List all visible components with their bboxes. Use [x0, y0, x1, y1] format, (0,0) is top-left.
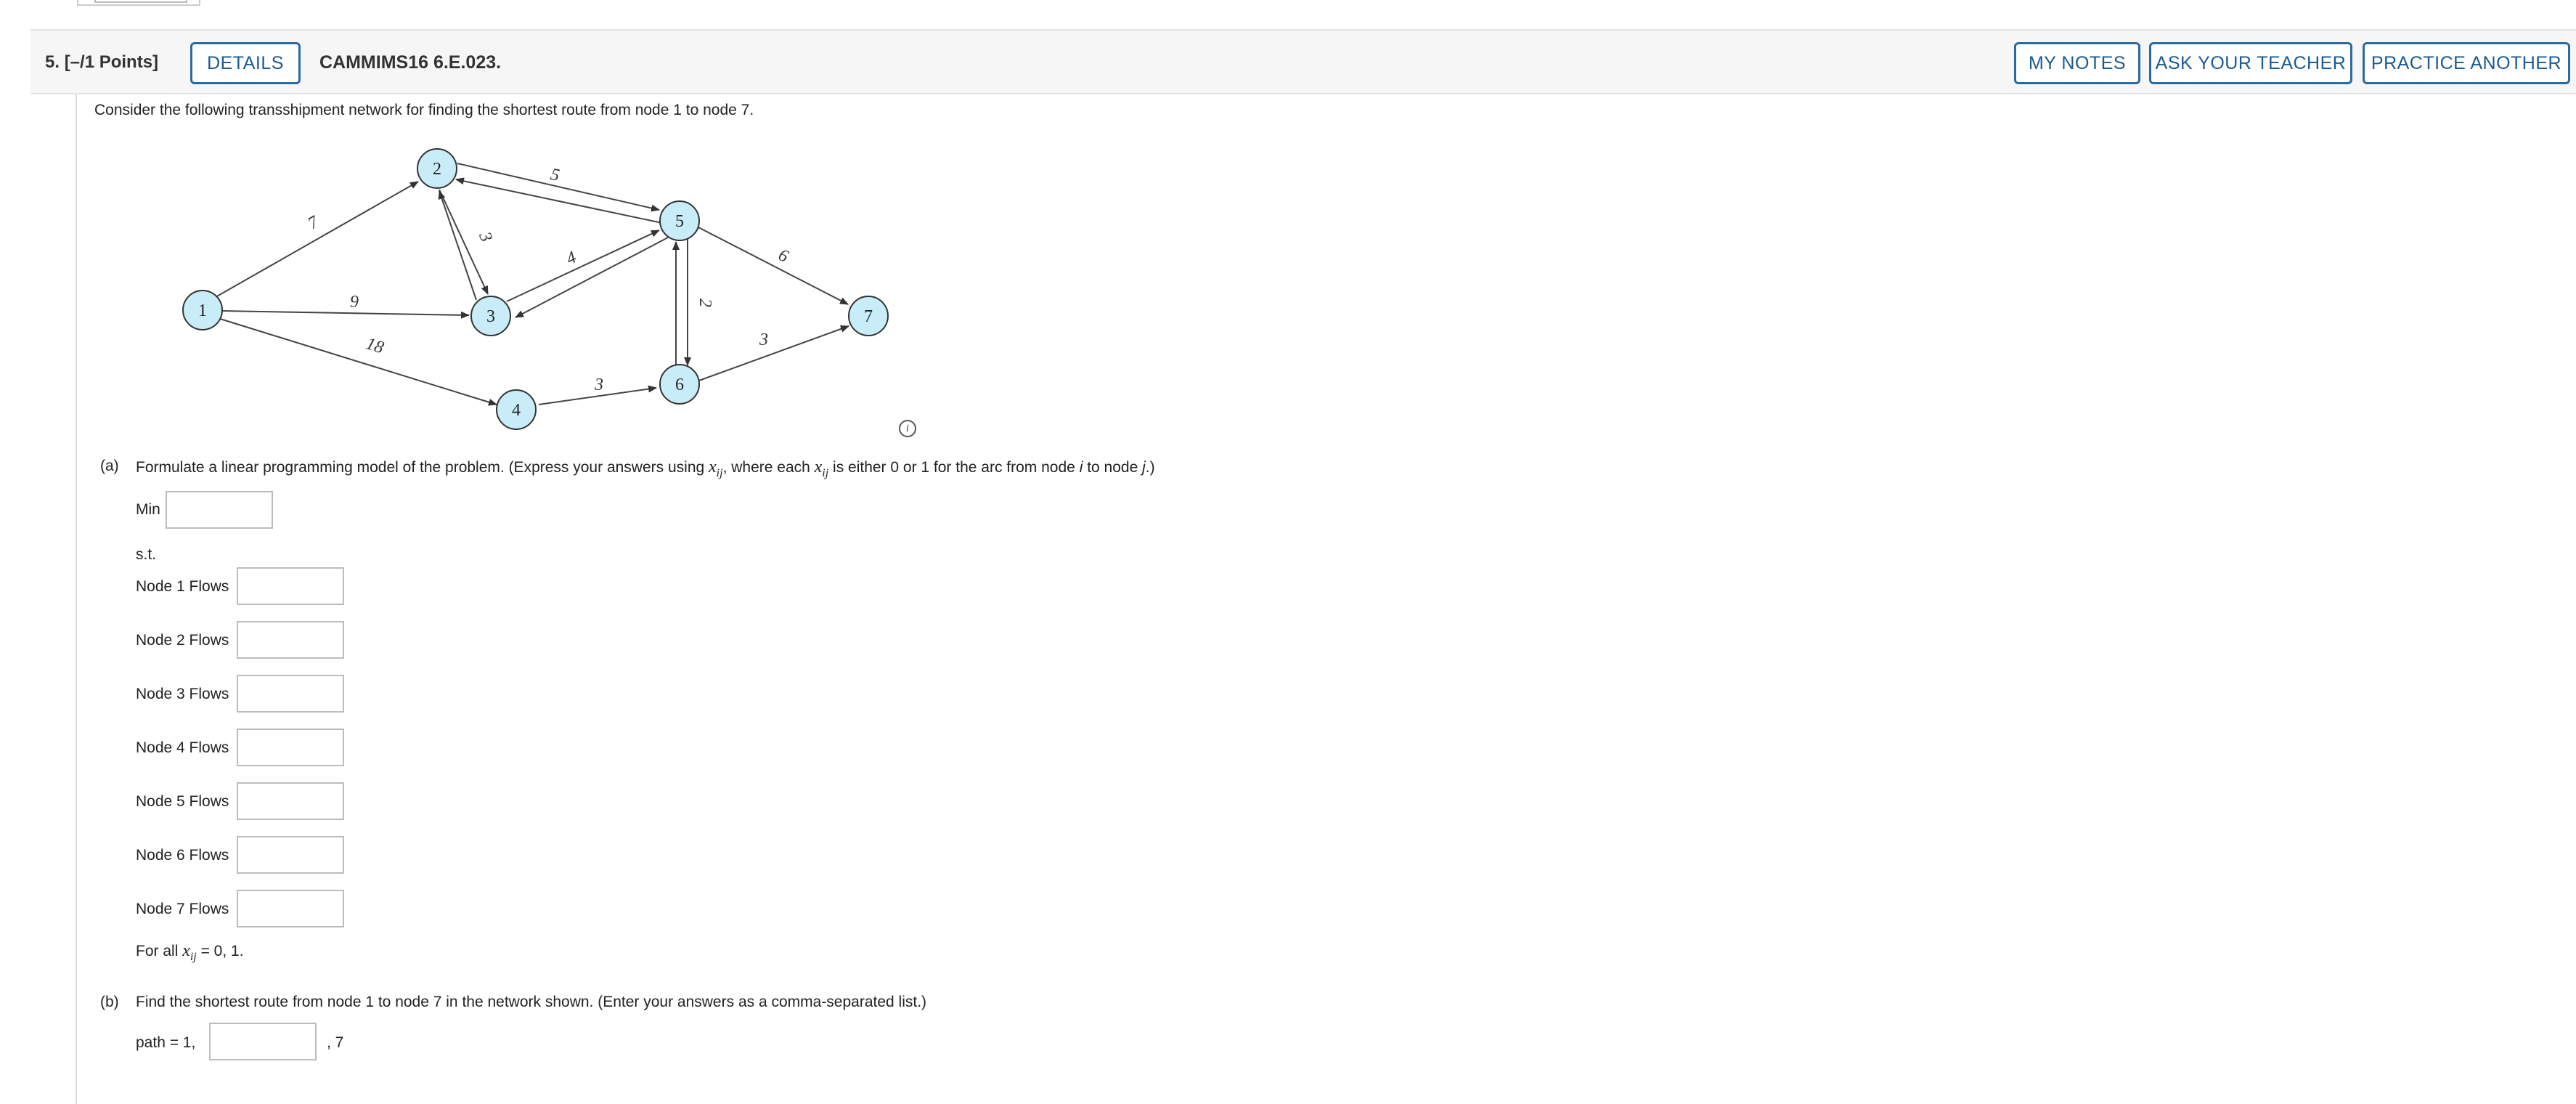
- var-j: j: [1142, 459, 1146, 476]
- node-label-6: 6: [675, 376, 684, 394]
- previous-question-stub: [77, 0, 200, 6]
- part-b-label: (b): [100, 994, 119, 1010]
- for-all-statement: [136, 941, 244, 961]
- arc-5-3: [515, 238, 668, 317]
- node-label-7: 7: [864, 307, 873, 326]
- constraint-label-node-4: Node 4 Flows: [136, 739, 229, 756]
- arc-label-5-7: 6: [775, 245, 791, 267]
- node-label-5: 5: [675, 212, 684, 231]
- arc-label-2-5: 5: [548, 165, 562, 186]
- var-x-2: x: [814, 458, 823, 476]
- arc-label-1-2: 7: [304, 212, 322, 234]
- path-input[interactable]: [209, 1023, 317, 1060]
- for-all-var-sub: ij: [189, 951, 197, 963]
- arc-5-2: [456, 179, 662, 223]
- arc-label-6-7: 3: [759, 330, 768, 349]
- constraint-label-node-3: Node 3 Flows: [136, 686, 229, 702]
- part-a-label: (a): [100, 458, 119, 474]
- part-a-instr-before: Formulate a linear programming model of the problem. (Express your answers using: [136, 459, 709, 476]
- previous-question-stub-inner: [94, 0, 187, 3]
- part-a-instruction: [136, 458, 1155, 477]
- arc-5-7: [697, 227, 848, 304]
- part-a-instr-mid: , where each: [722, 459, 815, 476]
- constraint-label-node-7: Node 7 Flows: [136, 901, 229, 917]
- arc-label-1-4: 18: [363, 334, 386, 358]
- transshipment-network-diagram: [160, 134, 915, 439]
- question-code: CAMMIMS16 6.E.023.: [319, 52, 502, 73]
- path-suffix: , 7: [327, 1034, 344, 1051]
- arc-label-3-5: 4: [563, 248, 579, 269]
- arc-6-7: [697, 326, 849, 381]
- question-points: [–/1 Points]: [64, 52, 159, 72]
- objective-input[interactable]: [166, 491, 273, 529]
- node-label-4: 4: [512, 401, 521, 420]
- question-prompt: Consider the following transshipment network for finding the shortest route from node 1 to node 7.: [94, 102, 754, 118]
- question-number-points: [45, 52, 158, 73]
- details-button[interactable]: DETAILS: [190, 42, 301, 84]
- node-6-flows-input[interactable]: [237, 836, 344, 874]
- path-prefix: path = 1,: [136, 1034, 196, 1051]
- part-a-instr-mid3: to node: [1083, 459, 1143, 476]
- node-label-1: 1: [198, 301, 207, 320]
- node-4-flows-input[interactable]: [237, 728, 344, 766]
- ask-your-teacher-button[interactable]: ASK YOUR TEACHER: [2149, 42, 2352, 84]
- var-x-2-sub: ij: [822, 467, 829, 479]
- my-notes-button[interactable]: MY NOTES: [2014, 42, 2140, 84]
- part-a-instr-mid2: is either 0 or 1 for the arc from node: [828, 459, 1080, 476]
- arc-3-5: [507, 230, 659, 301]
- part-b-instruction: Find the shortest route from node 1 to node 7 in the network shown. (Enter your answers as a comma-separated list.): [136, 994, 927, 1010]
- arc-label-2-3: 3: [475, 229, 496, 245]
- arc-1-2: [216, 182, 418, 297]
- arc-label-1-3: 9: [350, 293, 359, 312]
- arc-label-4-6: 3: [595, 376, 603, 394]
- question-left-rule: [76, 94, 77, 1104]
- constraint-label-node-1: Node 1 Flows: [136, 578, 229, 595]
- node-1-flows-input[interactable]: [237, 567, 344, 605]
- for-all-suffix: = 0, 1.: [196, 943, 244, 959]
- var-i: i: [1079, 459, 1083, 476]
- for-all-prefix: For all: [136, 943, 183, 959]
- min-label: Min: [136, 501, 160, 518]
- question-number: 5.: [45, 52, 60, 72]
- st-label: s.t.: [136, 546, 157, 563]
- for-all-var: x: [182, 941, 190, 960]
- constraint-label-node-5: Node 5 Flows: [136, 793, 229, 810]
- arc-label-5-6: 2: [696, 299, 714, 307]
- node-7-flows-input[interactable]: [237, 890, 344, 928]
- practice-another-button[interactable]: PRACTICE ANOTHER: [2363, 42, 2570, 84]
- node-2-flows-input[interactable]: [237, 621, 344, 659]
- info-icon[interactable]: i: [899, 420, 916, 437]
- arc-1-3: [221, 311, 469, 315]
- node-label-2: 2: [433, 160, 441, 179]
- var-x-1: x: [709, 458, 717, 476]
- arc-3-2: [439, 191, 476, 300]
- arc-1-4: [218, 318, 497, 405]
- constraint-label-node-6: Node 6 Flows: [136, 847, 229, 864]
- var-x-1-sub: ij: [716, 467, 723, 479]
- node-3-flows-input[interactable]: [237, 675, 344, 713]
- constraint-label-node-2: Node 2 Flows: [136, 632, 229, 649]
- node-label-3: 3: [486, 307, 495, 326]
- part-a-instr-end: .): [1145, 459, 1155, 476]
- question-header: [30, 29, 2576, 94]
- node-5-flows-input[interactable]: [237, 782, 344, 820]
